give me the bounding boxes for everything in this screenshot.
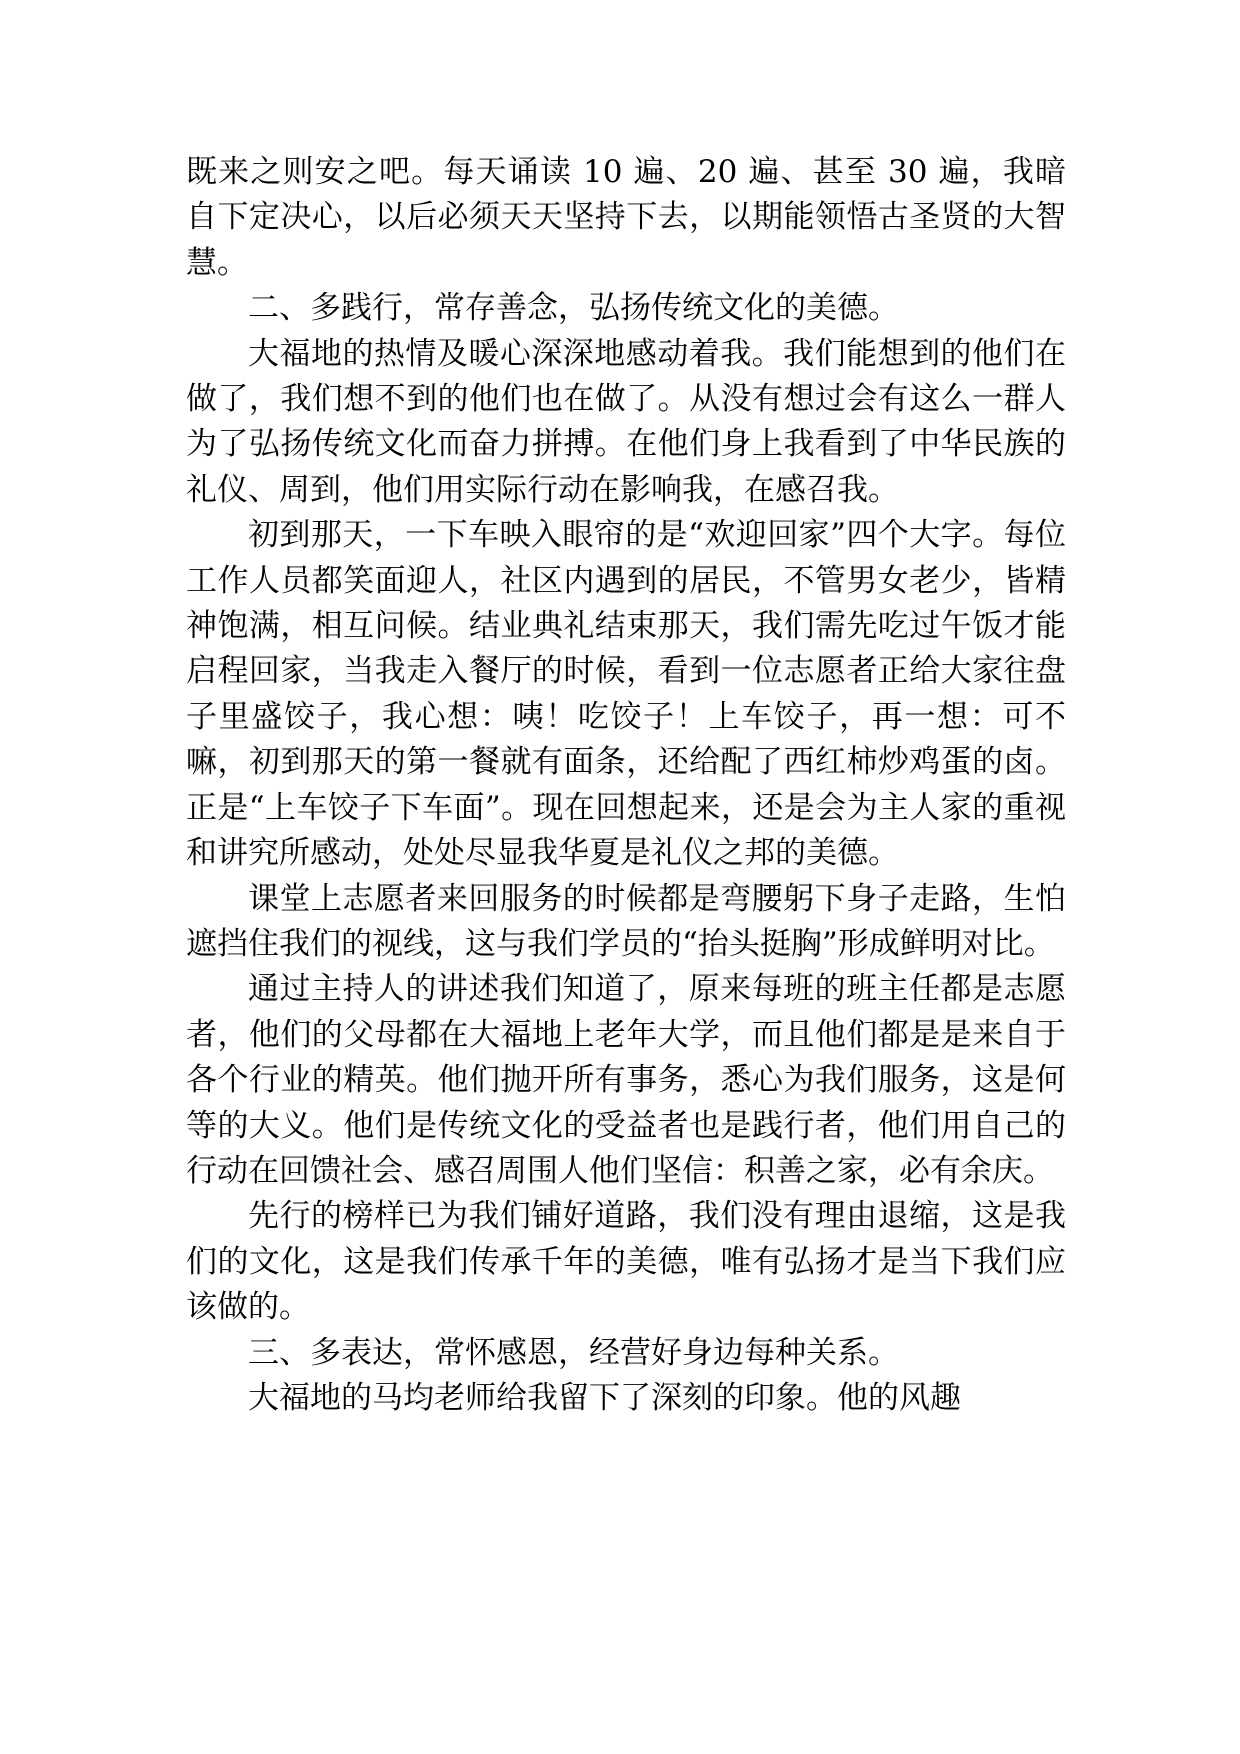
- paragraph: 先行的榜样已为我们铺好道路，我们没有理由退缩，这是我们的文化，这是我们传承千年的美德，唯有弘扬才是当下我们应该做的。: [186, 1198, 1066, 1326]
- paragraph: 通过主持人的讲述我们知道了，原来每班的班主任都是志愿者，他们的父母都在大福地上老年大学，而且他们都是是来自于各个行业的精英。他们抛开所有事务，悉心为我们服务，这是何等的大义。他们是传统文化的受益者也是践行者，他们用自己的行动在回馈社会、感召周围人他们坚信：积善之家，必有余庆。: [186, 971, 1066, 1189]
- section-heading-two: 二、多践行，常存善念，弘扬传统文化的美德。: [248, 290, 899, 327]
- section-heading-three: 三、多表达，常怀感恩，经营好身边每种关系。: [248, 1334, 899, 1371]
- paragraph: 大福地的热情及暖心深深地感动着我。我们能想到的他们在做了，我们想不到的他们也在做了。从没有想过会有这么一群人为了弘扬传统文化而奋力拼搏。在他们身上我看到了中华民族的礼仪、周到，他们用实际行动在影响我，在感召我。: [186, 335, 1066, 508]
- paragraph: 初到那天，一下车映入眼帘的是“欢迎回家”四个大字。每位工作人员都笑面迎人，社区内遇到的居民，不管男女老少，皆精神饱满，相互问候。结业典礼结束那天，我们需先吃过午饭才能启程回家，当我走入餐厅的时候，看到一位志愿者正给大家往盘子里盛饺子，我心想：咦！吃饺子！上车饺子，再一想：可不嘛，初到那天的第一餐就有面条，还给配了西红柿炒鸡蛋的卤。正是“上车饺子下车面”。现在回想起来，还是会为主人家的重视和讲究所感动，处处尽显我华夏是礼仪之邦的美德。: [186, 517, 1066, 872]
- paragraph: 课堂上志愿者来回服务的时候都是弯腰躬下身子走路，生怕遮挡住我们的视线，这与我们学员的“抬头挺胸”形成鲜明对比。: [186, 880, 1066, 962]
- document-page: [186, 150, 1066, 1421]
- paragraph-continuation: 既来之则安之吧。每天诵读 10 遍、20 遍、甚至 30 遍，我暗自下定决心，以后必须天天坚持下去，以期能领悟古圣贤的大智慧。: [186, 154, 1066, 281]
- paragraph: 大福地的马均老师给我留下了深刻的印象。他的风趣: [248, 1379, 961, 1416]
